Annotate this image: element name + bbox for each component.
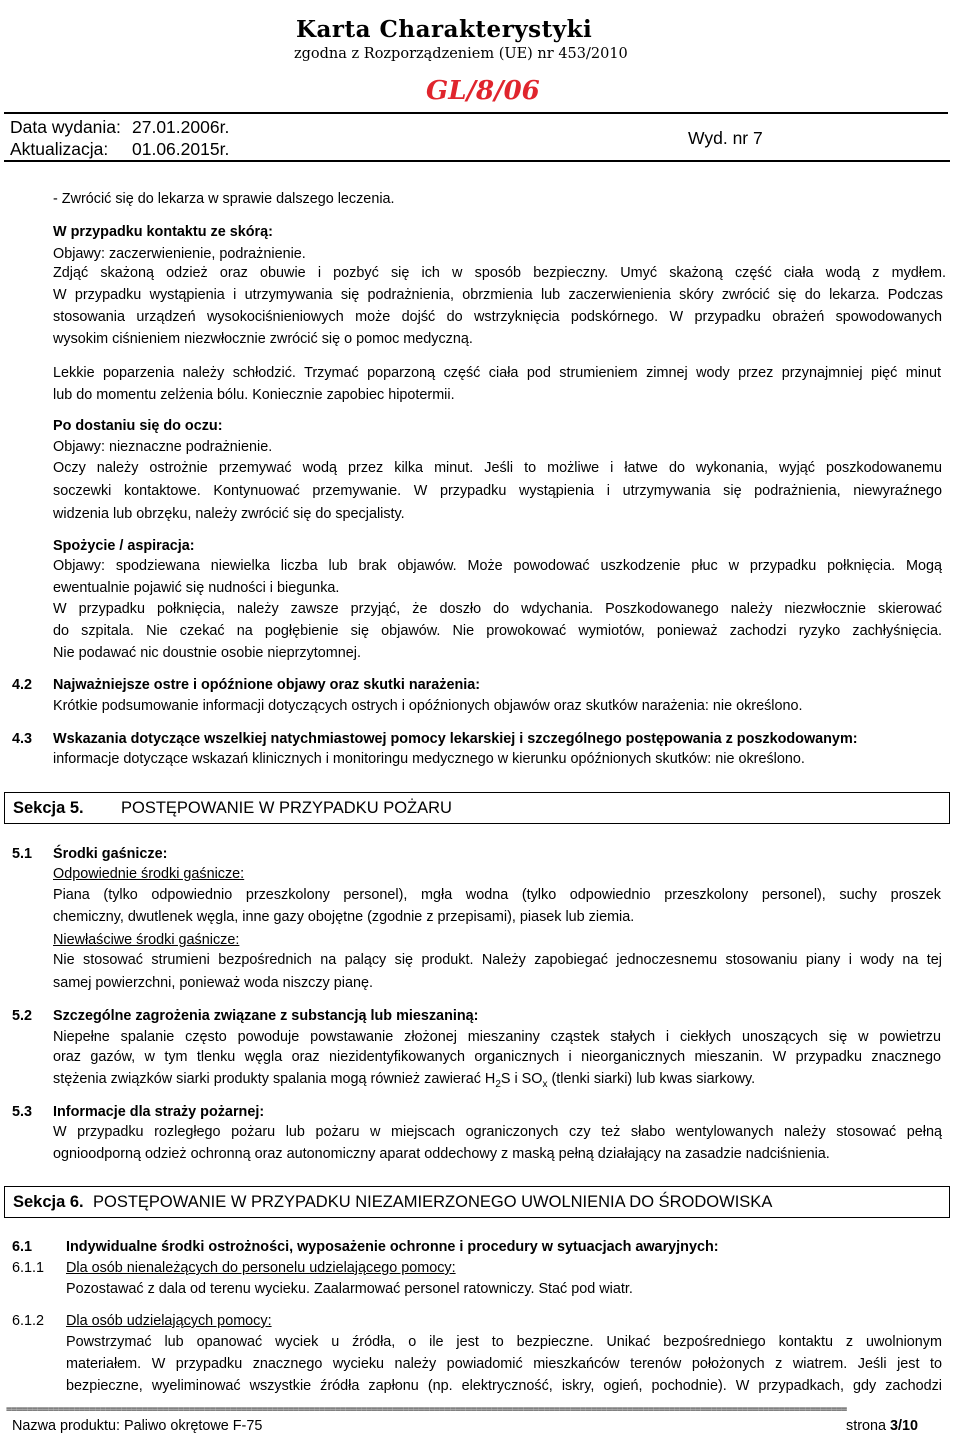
section-number: 4.2 xyxy=(12,677,33,693)
body-line: W przypadku połknięcia, należy zawsze przyjąć, że doszło do wdychania. Poszkodowanego należy niezwłocznie skierować xyxy=(53,601,942,617)
section-number: 5.1 xyxy=(12,846,33,862)
page-value: 3/10 xyxy=(890,1418,919,1434)
section-6-banner xyxy=(4,1186,950,1218)
header-bottom-divider xyxy=(4,160,950,162)
section-label: Sekcja 5. xyxy=(13,799,84,817)
subsection-heading: Szczególne zagrożenia związane z substancją lub mieszaniną: xyxy=(53,1008,479,1024)
body-line: Pozostawać z dala od terenu wycieku. Zaalarmować personel ratowniczy. Stać pod wiatr. xyxy=(66,1281,633,1297)
subsection-heading: Wskazania dotyczące wszelkiej natychmiastowej pomocy lekarskiej i szczególnego postępowania z poszkodowanym: xyxy=(53,731,858,747)
update-date-row xyxy=(10,139,229,160)
body-line: Powstrzymać lub opanować wyciek u źródła, o ile jest to bezpieczne. Unikać bezpośredniego kontaktu z uwolnionym xyxy=(66,1334,942,1350)
section-title: POSTĘPOWANIE W PRZYPADKU POŻARU xyxy=(121,799,452,817)
document-code: GL/8/06 xyxy=(426,76,540,106)
body-line: ewentualnie pojawić się nudności i biegunka. xyxy=(53,580,340,596)
body-line: - Zwrócić się do lekarza w sprawie dalszego leczenia. xyxy=(53,191,395,207)
subheading-underlined: Niewłaściwe środki gaśnicze: xyxy=(53,932,240,948)
body-line: soczewki kontaktowe. Kontynuować przemywanie. W przypadku wystąpienia i utrzymywania się podrażnienia, niewyraźnego xyxy=(53,483,942,499)
section-number: 4.3 xyxy=(12,731,33,747)
section-label: Sekcja 6. xyxy=(13,1193,84,1211)
subsection-heading: Środki gaśnicze: xyxy=(53,846,168,862)
body-line: Objawy: spodziewana niewielka liczba lub brak objawów. Może powodować uszkodzenie płuc w przypadku połknięcia. Mogą xyxy=(53,558,942,574)
body-line: ognioodporną odzież ochronną oraz autonomiczny aparat oddechowy z maską pełną działający na zasadzie nadciśnienia. xyxy=(53,1146,830,1162)
header-divider xyxy=(4,112,948,114)
update-date-value: 01.06.2015r. xyxy=(132,139,230,159)
text-run: stężenia związków siarki produkty spalania mogą również zawierać H xyxy=(53,1071,496,1087)
skin-contact-heading: W przypadku kontaktu ze skórą: xyxy=(53,224,273,240)
section-number: 6.1 xyxy=(12,1239,33,1255)
body-line: informacje dotyczące wskazań klinicznych i monitoringu medycznego w kierunku opóźnionych skutków: nie określono. xyxy=(53,751,805,767)
eye-contact-heading: Po dostaniu się do oczu: xyxy=(53,418,223,434)
document-title: Karta Charakterystyki xyxy=(296,16,593,43)
subsection-number: 6.1.1 xyxy=(12,1260,45,1276)
body-line: Piana (tylko odpowiednio przeszkolony personel), mgła wodna (tylko odpowiednio przeszkolony personel), suchy proszek xyxy=(53,887,941,903)
body-line: W przypadku rozległego pożaru lub pożaru w miejscach ograniczonych czy też słabo wentylowanych należy stosować pełną xyxy=(53,1124,942,1140)
body-line: Lekkie poparzenia należy schłodzić. Trzymać poparzoną część ciała pod strumieniem zimnej wody przez przynajmniej pięć minut xyxy=(53,365,941,381)
issue-date-row xyxy=(10,117,229,138)
section-number: 5.3 xyxy=(12,1104,33,1120)
body-line: Zdjąć skażoną odzież oraz obuwie i pozbyć się ich w sposób bezpieczny. Umyć skażoną część ciała wodą z mydłem. xyxy=(53,265,946,281)
ingestion-heading: Spożycie / aspiracja: xyxy=(53,538,195,554)
body-line: materiałem. W przypadku znacznego wycieku należy powiadomić mieszkańców terenów położonych z wiatrem. Jeśli jest to xyxy=(66,1356,942,1372)
text-run: (tlenki siarki) lub kwas siarkowy. xyxy=(547,1071,756,1087)
section-title: POSTĘPOWANIE W PRZYPADKU NIEZAMIERZONEGO UWOLNIENIA DO ŚRODOWISKA xyxy=(93,1193,773,1211)
body-line xyxy=(53,1071,755,1090)
body-line: Nie stosować strumieni bezpośrednich na palący się produkt. Należy zapobiegać jednoczesnemu stosowaniu piany i wody na tej xyxy=(53,952,942,968)
body-line: lub do momentu zelżenia bólu. Koniecznie zapobiec hipotermii. xyxy=(53,387,455,403)
issue-date-label: Data wydania: xyxy=(10,117,121,137)
text-run: S i SO xyxy=(500,1071,543,1087)
body-line: widzenia lub obrzęku, należy zwrócić się do specjalisty. xyxy=(53,506,405,522)
subheading-underlined: Dla osób nienależących do personelu udzielającego pomocy: xyxy=(66,1260,456,1276)
section-number: 5.2 xyxy=(12,1008,33,1024)
body-line: do szpitala. Nie czekać na pogłębienie się objawów. Nie prowokować wymiotów, ponieważ zachodzi ryzyko zachłyśnięcia. xyxy=(53,623,942,639)
body-line: Objawy: zaczerwienienie, podrażnienie. xyxy=(53,246,306,262)
body-line: bezpieczne, wyeliminować wszystkie źródła zapłonu (np. elektryczność, iskry, ogień, pochodnie). W przypadkach, gdy zachodzi xyxy=(66,1378,942,1394)
subheading-underlined: Odpowiednie środki gaśnicze: xyxy=(53,866,245,882)
subsection-heading: Informacje dla straży pożarnej: xyxy=(53,1104,265,1120)
subsection-number: 6.1.2 xyxy=(12,1313,45,1329)
body-line: Objawy: nieznaczne podrażnienie. xyxy=(53,439,273,455)
body-line: Oczy należy ostrożnie przemywać wodą przez kilka minut. Jeśli to możliwe i łatwe do wykonania, wyjąć poszkodowanemu xyxy=(53,460,942,476)
page-label: strona xyxy=(846,1418,890,1434)
body-line: W przypadku wystąpienia i utrzymywania się podrażnienia, obrzmienia lub zaczerwienienia skóry zwrócić się do lekarza. Podczas xyxy=(53,287,943,303)
subscript: 2 xyxy=(495,1078,501,1090)
issue-date-value: 27.01.2006r. xyxy=(132,117,230,137)
subsection-heading: Indywidualne środki ostrożności, wyposażenie ochronne i procedury w sytuacjach awaryjnych: xyxy=(66,1239,719,1255)
document-header xyxy=(0,0,960,160)
body-line: chemiczny, dwutlenek węgla, inne gazy obojętne (zgodnie z przepisami), piasek lub ziemia. xyxy=(53,909,635,925)
body-line: Krótkie podsumowanie informacji dotyczących ostrych i opóźnionych objawów oraz skutków narażenia: nie określono. xyxy=(53,698,803,714)
body-line: Niepełne spalanie często powoduje powstawanie złożonej mieszaniny cząstek stałych i ciekłych unoszących się w powietrzu xyxy=(53,1029,941,1045)
section-5-banner xyxy=(4,792,950,824)
regulation-subtitle: zgodna z Rozporządzeniem (UE) nr 453/2010 xyxy=(294,46,628,62)
footer-rule: ================================================================================================================================================================= xyxy=(6,1405,847,1415)
edition-number: Wyd. nr 7 xyxy=(688,128,763,148)
subscript: x xyxy=(542,1078,548,1090)
subsection-heading: Najważniejsze ostre i opóźnione objawy oraz skutki narażenia: xyxy=(53,677,481,693)
page-number xyxy=(846,1418,918,1434)
product-name: Nazwa produktu: Paliwo okrętowe F-75 xyxy=(12,1418,263,1434)
body-line: oraz gazów, w tym tlenku węgla oraz niezidentyfikowanych organicznych i nieorganicznych mieszanin. W przypadku znacznego xyxy=(53,1049,941,1065)
body-line: stosowania urządzeń wysokociśnieniowych może dojść do wstrzyknięcia podskórnego. W przypadku obrażeń spowodowanych xyxy=(53,309,942,325)
body-line: Nie podawać nic doustnie osobie nieprzytomnej. xyxy=(53,645,361,661)
body-line: samej powierzchni, ponieważ woda niszczy pianę. xyxy=(53,975,373,991)
update-date-label: Aktualizacja: xyxy=(10,139,109,159)
body-line: wysokim ciśnieniem niezwłocznie zwrócić się o pomoc medyczną. xyxy=(53,331,473,347)
subheading-underlined: Dla osób udzielających pomocy: xyxy=(66,1313,272,1329)
